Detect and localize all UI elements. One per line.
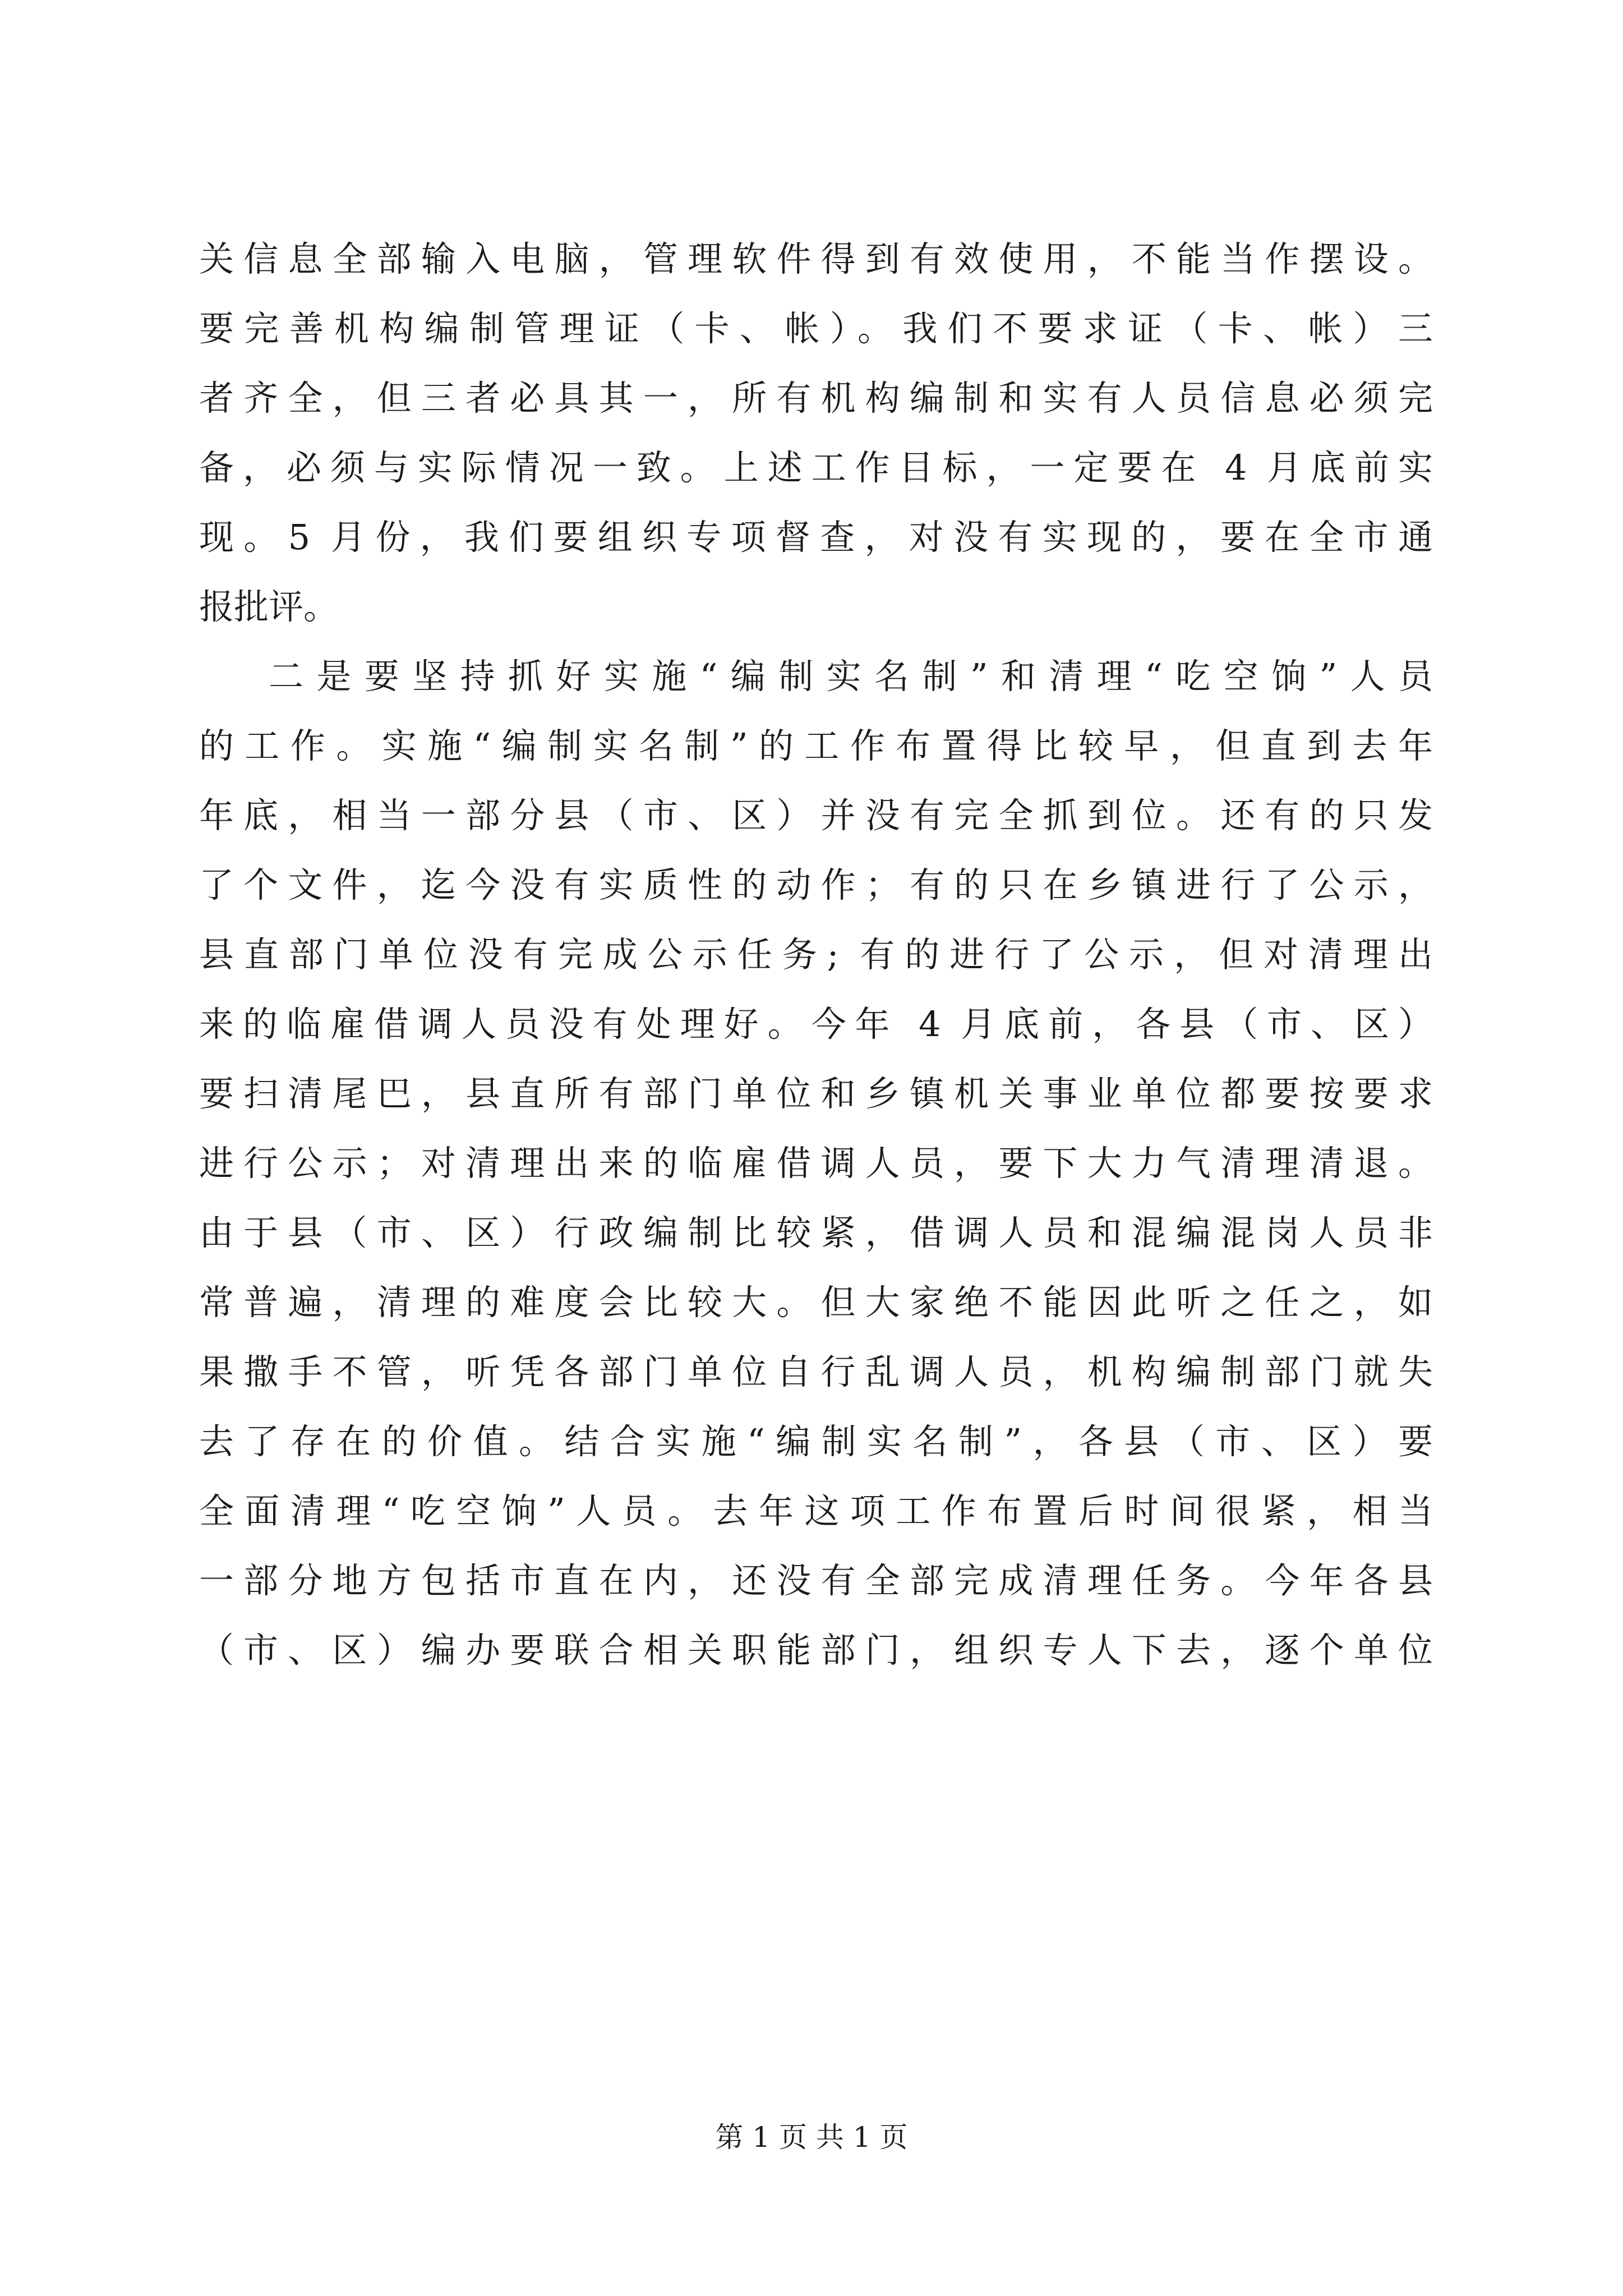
- text-line: 由于县（市、区）行政编制比较紧，借调人员和混编混岗人员非: [199, 1212, 1433, 1253]
- text-line: 要完善机构编制管理证（卡、帐）。我们不要求证（卡、帐）三: [199, 308, 1433, 349]
- text-line: 来的临雇借调人员没有处理好。今年 4 月底前，各县（市、区）: [199, 1004, 1433, 1045]
- text-line: 县直部门单位没有完成公示任务; 有的进行了公示，但对清理出: [199, 934, 1433, 975]
- text-line: 现。5 月份，我们要组织专项督查，对没有实现的，要在全市通: [199, 517, 1433, 558]
- text-line: 要扫清尾巴，县直所有部门单位和乡镇机关事业单位都要按要求: [199, 1073, 1433, 1114]
- document-body: [199, 224, 1433, 1685]
- text-line: 年底，相当一部分县（市、区）并没有完全抓到位。还有的只发: [199, 795, 1433, 836]
- page-number-footer: 第 1 页 共 1 页: [715, 2121, 908, 2154]
- text-line: 进行公示；对清理出来的临雇借调人员，要下大力气清理清退。: [199, 1143, 1433, 1184]
- text-line: 全面清理“吃空饷”人员。去年这项工作布置后时间很紧，相当: [199, 1490, 1433, 1531]
- text-line: 关信息全部输入电脑，管理软件得到有效使用，不能当作摆设。: [199, 238, 1433, 279]
- text-line: （市、区）编办要联合相关职能部门，组织专人下去，逐个单位: [199, 1630, 1433, 1671]
- text-line: 了个文件，迄今没有实质性的动作；有的只在乡镇进行了公示，: [199, 864, 1433, 905]
- text-line: 去了存在的价值。结合实施“编制实名制”，各县（市、区）要: [199, 1421, 1433, 1462]
- text-line: 的工作。实施“编制实名制”的工作布置得比较早，但直到去年: [199, 725, 1433, 766]
- text-line: 备，必须与实际情况一致。上述工作目标，一定要在 4 月底前实: [199, 447, 1433, 488]
- paragraph-first-line: 二是要坚持抓好实施“编制实名制”和清理“吃空饷”人员: [269, 656, 1433, 697]
- text-line: 报批评。: [199, 586, 339, 627]
- text-line: 果撒手不管，听凭各部门单位自行乱调人员，机构编制部门就失: [199, 1351, 1433, 1392]
- text-line: 常普遍，清理的难度会比较大。但大家绝不能因此听之任之，如: [199, 1282, 1433, 1323]
- text-line: 一部分地方包括市直在内，还没有全部完成清理任务。今年各县: [199, 1560, 1433, 1601]
- text-line: 者齐全，但三者必具其一，所有机构编制和实有人员信息必须完: [199, 378, 1433, 418]
